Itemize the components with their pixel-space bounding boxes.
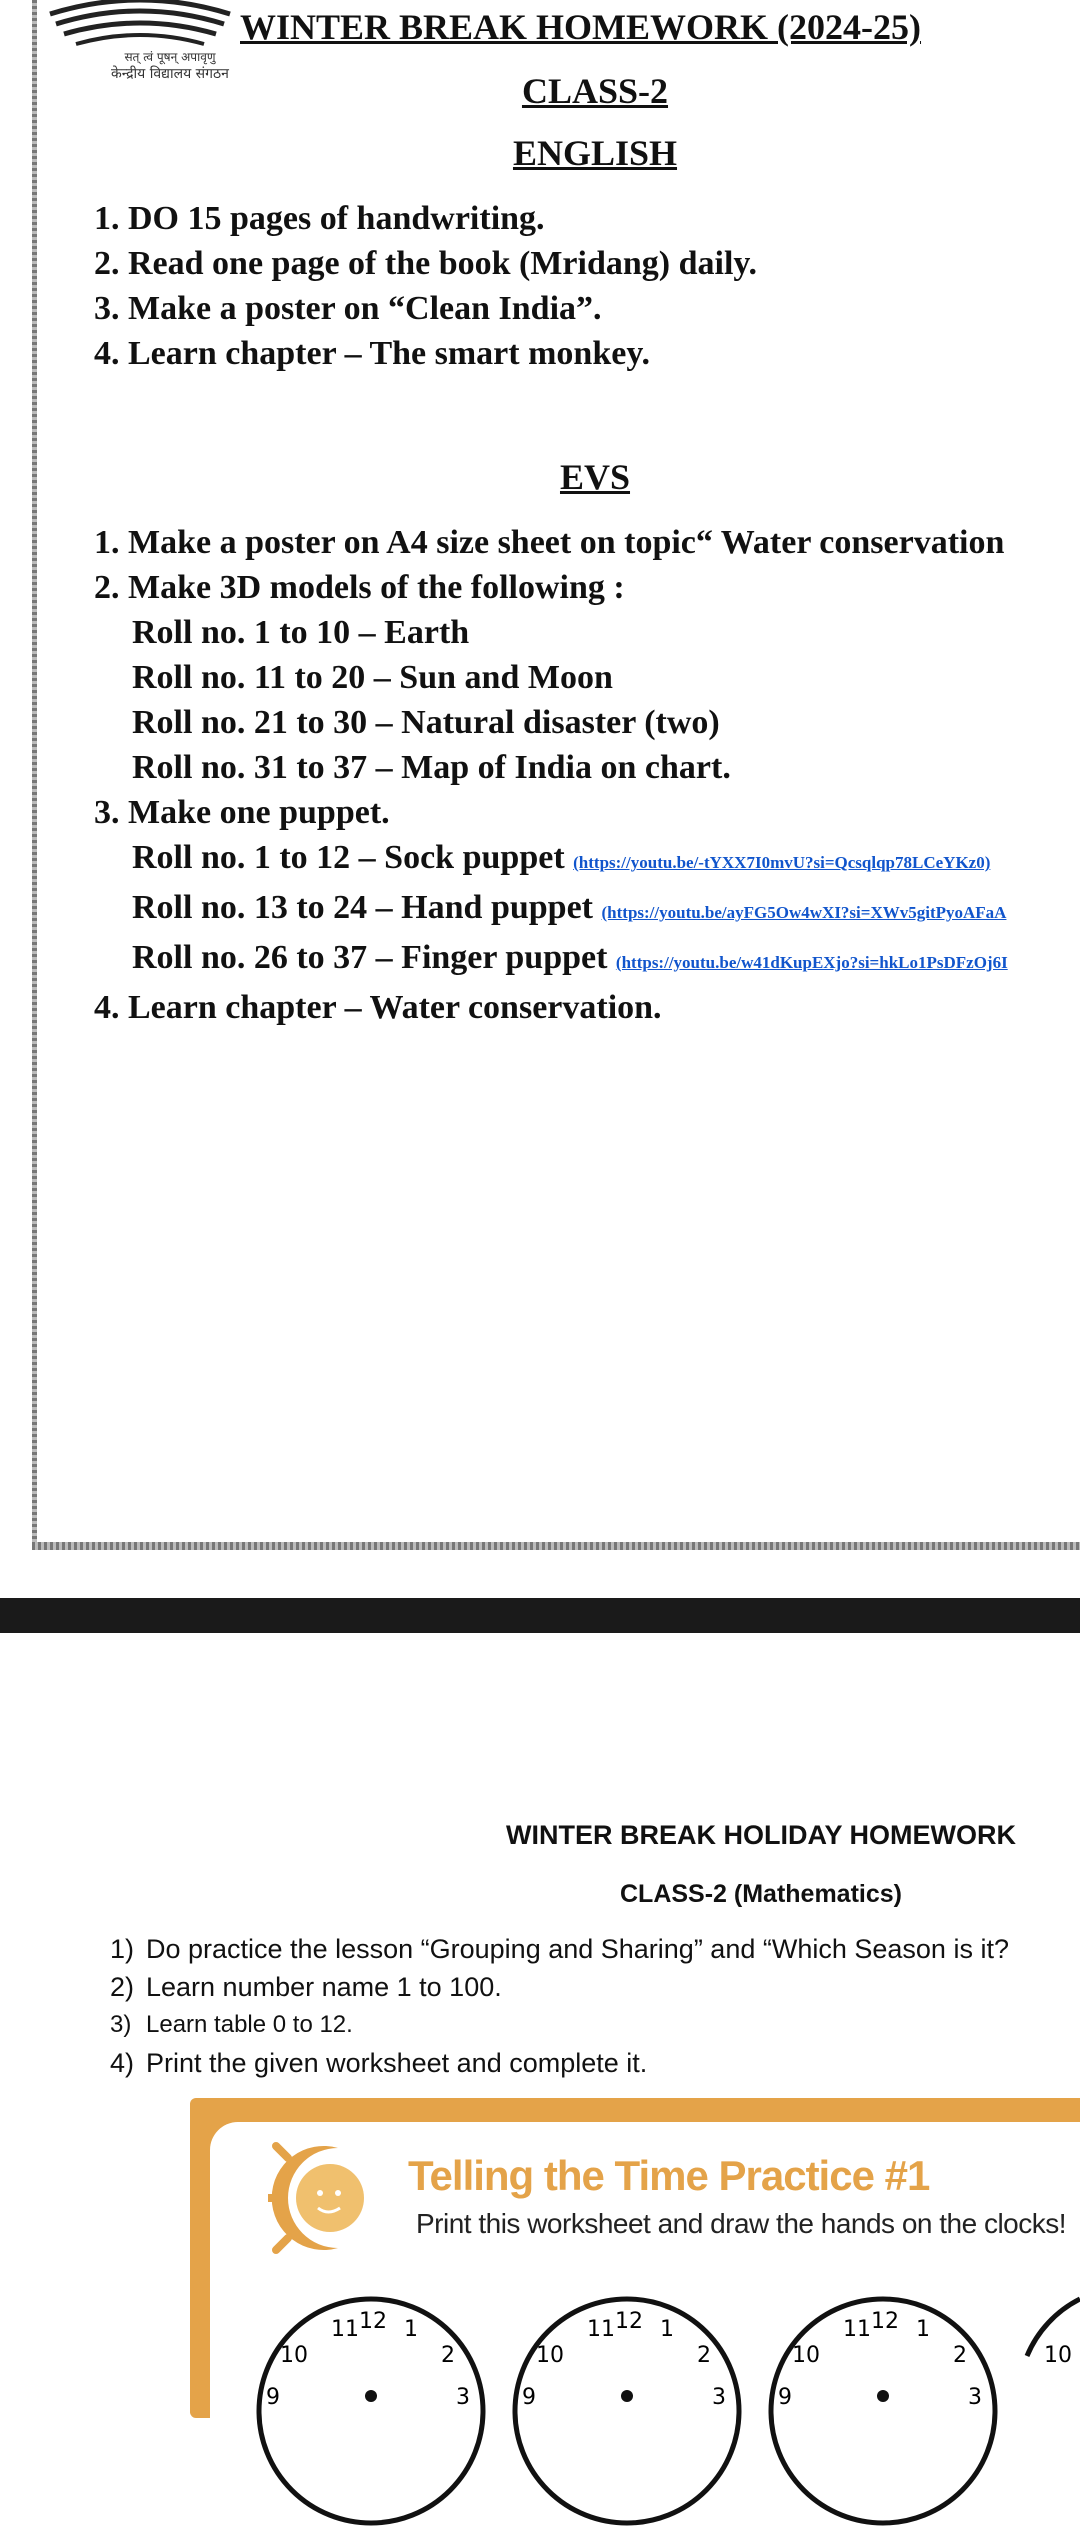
clock-number: 9 bbox=[266, 2385, 280, 2410]
list-subitem: Roll no. 21 to 30 – Natural disaster (two) bbox=[132, 704, 720, 741]
page-border-left bbox=[32, 0, 37, 1550]
youtube-link[interactable]: (https://youtu.be/ayFG5Ow4wXI?si=XWv5gitPyoAFaA bbox=[601, 903, 1007, 922]
list-item: 1. Make a poster on A4 size sheet on topic“ Water conservation bbox=[94, 524, 1005, 561]
item-number: 3) bbox=[110, 2011, 132, 2038]
list-item: 1. DO 15 pages of handwriting. bbox=[94, 200, 545, 237]
list-subitem: Roll no. 31 to 37 – Map of India on chart. bbox=[132, 749, 731, 786]
list-item bbox=[110, 1968, 1009, 2006]
list-item: 3. Make a poster on “Clean India”. bbox=[94, 290, 602, 327]
list-item: 4. Learn chapter – Water conservation. bbox=[94, 989, 662, 1026]
evs-list bbox=[94, 520, 1008, 1030]
clock-number: 11 bbox=[587, 2317, 615, 2342]
puppet-text: Roll no. 26 to 37 – Finger puppet bbox=[132, 939, 616, 976]
list-item: 4. Learn chapter – The smart monkey. bbox=[94, 335, 650, 372]
worksheet-title: Telling the Time Practice #1 bbox=[408, 2152, 930, 2199]
maths-page-title: WINTER BREAK HOLIDAY HOMEWORK bbox=[506, 1820, 1017, 1850]
clock-number: 12 bbox=[359, 2309, 387, 2334]
list-subitem: Roll no. 1 to 10 – Earth bbox=[132, 614, 470, 651]
page-title: WINTER BREAK HOMEWORK (2024-25) bbox=[240, 7, 922, 47]
list-item: 2. Make 3D models of the following : bbox=[94, 569, 625, 606]
clock-number: 10 bbox=[792, 2343, 820, 2368]
clock-face bbox=[768, 2296, 998, 2526]
maths-list bbox=[110, 1930, 1009, 2082]
clock-number: 3 bbox=[456, 2385, 470, 2410]
clock-number: 12 bbox=[871, 2309, 899, 2334]
list-item bbox=[110, 2044, 1009, 2082]
class-heading: CLASS-2 bbox=[521, 71, 669, 111]
logo-motto: सत् त्वं पूषन् अपावृणु bbox=[124, 50, 216, 64]
logo-org-name: केन्द्रीय विद्यालय संगठन bbox=[111, 66, 229, 82]
clock-number: 10 bbox=[280, 2343, 308, 2368]
clock-number: 11 bbox=[331, 2317, 359, 2342]
item-number: 4) bbox=[110, 2048, 135, 2078]
kvs-logo-icon bbox=[40, 0, 240, 50]
puppet-text: Roll no. 13 to 24 – Hand puppet bbox=[132, 889, 602, 926]
clock-number: 3 bbox=[968, 2385, 982, 2410]
clock-number: 11 bbox=[843, 2317, 871, 2342]
item-text: Do practice the lesson “Grouping and Sharing” and “Which Season is it? bbox=[146, 1934, 1009, 1964]
list-item bbox=[110, 2006, 1009, 2044]
list-subitem bbox=[94, 935, 1008, 985]
list-item: 2. Read one page of the book (Mridang) daily. bbox=[94, 245, 758, 282]
item-number: 1) bbox=[110, 1934, 135, 1964]
clock-number: 12 bbox=[615, 2309, 643, 2334]
clock-number: 1 bbox=[404, 2317, 418, 2342]
list-subitem bbox=[94, 835, 1008, 885]
sun-icon bbox=[268, 2138, 378, 2258]
youtube-link[interactable]: (https://youtu.be/-tYXX7I0mvU?si=Qcsqlqp78LCeYKz0) bbox=[573, 853, 991, 872]
item-text: Learn table 0 to 12. bbox=[146, 2011, 353, 2038]
list-subitem bbox=[94, 885, 1008, 935]
clock-number: 10 bbox=[536, 2343, 564, 2368]
list-item: 3. Make one puppet. bbox=[94, 794, 390, 831]
english-list bbox=[94, 196, 757, 376]
clock-number: 3 bbox=[712, 2385, 726, 2410]
item-text: Learn number name 1 to 100. bbox=[146, 1972, 502, 2002]
clock-number: 9 bbox=[778, 2385, 792, 2410]
worksheet-subtitle: Print this worksheet and draw the hands on the clocks! bbox=[416, 2208, 1067, 2239]
page-separator bbox=[0, 1598, 1080, 1633]
clock-number: 9 bbox=[522, 2385, 536, 2410]
clock-face bbox=[512, 2296, 742, 2526]
english-heading: ENGLISH bbox=[512, 133, 678, 173]
clock-number: 1 bbox=[916, 2317, 930, 2342]
puppet-text: Roll no. 1 to 12 – Sock puppet bbox=[132, 839, 574, 876]
clock-number: 2 bbox=[697, 2343, 711, 2368]
clock-number: 1 bbox=[660, 2317, 674, 2342]
list-item bbox=[110, 1930, 1009, 1968]
clock-number: 10 bbox=[1044, 2343, 1072, 2368]
clock-face bbox=[256, 2296, 486, 2526]
maths-class-heading: CLASS-2 (Mathematics) bbox=[620, 1880, 902, 1908]
page-border-bottom bbox=[32, 1542, 1080, 1550]
item-text: Print the given worksheet and complete it. bbox=[146, 2048, 648, 2078]
list-subitem: Roll no. 11 to 20 – Sun and Moon bbox=[132, 659, 613, 696]
clock-face-partial bbox=[1024, 2296, 1080, 2526]
clock-number: 2 bbox=[953, 2343, 967, 2368]
item-number: 2) bbox=[110, 1972, 135, 2002]
clock-number: 2 bbox=[441, 2343, 455, 2368]
youtube-link[interactable]: (https://youtu.be/w41dKupEXjo?si=hkLo1PsDFzOj6I bbox=[615, 953, 1008, 972]
evs-heading: EVS bbox=[559, 457, 631, 497]
